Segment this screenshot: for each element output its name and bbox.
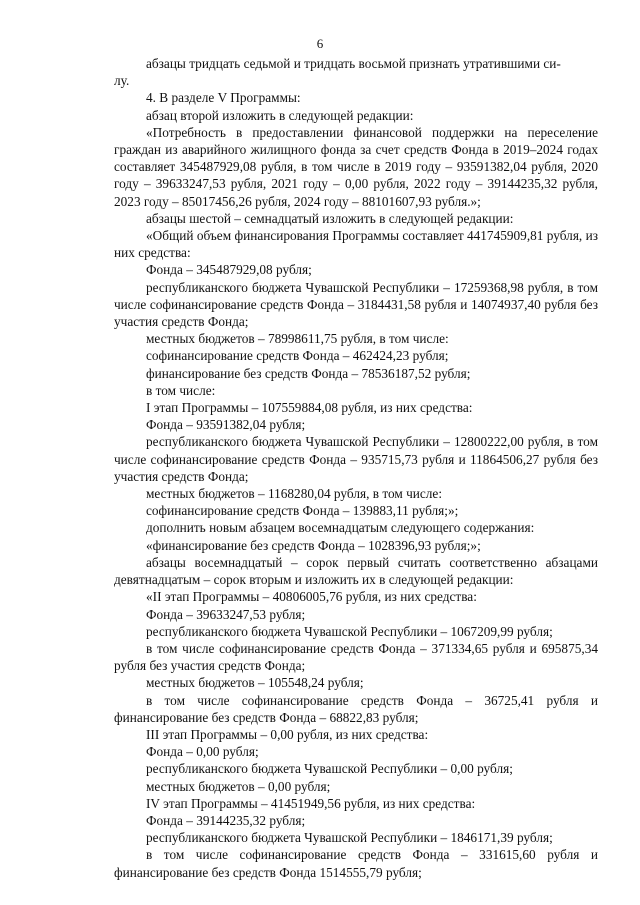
paragraph: дополнить новым абзацем восемнадцатым следующего содержания: — [146, 520, 535, 536]
paragraph: «финансирование без средств Фонда – 1028396,93 рубля;»; — [146, 537, 481, 553]
paragraph: софинансирование средств Фонда – 139883,11 рубля;»; — [146, 503, 459, 519]
document-body — [114, 55, 598, 881]
paragraph: Фонда – 0,00 рубля; — [146, 744, 259, 760]
paragraph: абзацы тридцать седьмой и тридцать восьмой признать утратившими си- — [146, 56, 561, 71]
paragraph: III этап Программы – 0,00 рубля, из них средства: — [146, 726, 429, 742]
paragraph: республиканского бюджета Чувашской Республики – 12800222,00 рубля, в том числе софинансирование средств Фонда – 935715,73 рубля и 11864506,27 рубля без участия средств Фонда; — [114, 434, 598, 484]
paragraph: республиканского бюджета Чувашской Республики – 1067209,99 рубля; — [146, 623, 553, 639]
paragraph: местных бюджетов – 0,00 рубля; — [146, 778, 331, 794]
paragraph: лу. — [114, 73, 130, 89]
paragraph: Фонда – 345487929,08 рубля; — [146, 262, 312, 278]
paragraph: 4. В разделе V Программы: — [146, 90, 301, 106]
paragraph: абзац второй изложить в следующей редакции: — [146, 107, 414, 123]
paragraph: местных бюджетов – 1168280,04 рубля, в том числе: — [146, 486, 443, 502]
paragraph: в том числе: — [146, 382, 216, 398]
paragraph: финансирование без средств Фонда – 78536187,52 рубля; — [146, 365, 471, 381]
paragraph: республиканского бюджета Чувашской Республики – 1846171,39 рубля; — [146, 830, 553, 846]
paragraph: софинансирование средств Фонда – 462424,23 рубля; — [146, 348, 449, 364]
paragraph: абзацы шестой – семнадцатый изложить в следующей редакции: — [146, 210, 514, 226]
paragraph: местных бюджетов – 105548,24 рубля; — [146, 675, 364, 691]
paragraph: в том числе софинансирование средств Фонда – 331615,60 рубля и финансирование без средств Фонда 1514555,79 рубля; — [114, 847, 598, 880]
paragraph: Фонда – 39144235,32 рубля; — [146, 812, 306, 828]
paragraph: IV этап Программы – 41451949,56 рубля, из них средства: — [146, 795, 476, 811]
paragraph: местных бюджетов – 78998611,75 рубля, в том числе: — [146, 331, 449, 347]
page-number: 6 — [316, 36, 324, 51]
paragraph: «Общий объем финансирования Программы составляет 441745909,81 рубля, из них средства: — [114, 228, 598, 261]
paragraph: «II этап Программы – 40806005,76 рубля, из них средства: — [146, 589, 477, 605]
paragraph: республиканского бюджета Чувашской Республики – 17259368,98 рубля, в том числе софинансирование средств Фонда – 3184431,58 рубля и 14074937,40 рубля без участия средств Фонда; — [114, 279, 598, 330]
paragraph: Фонда – 39633247,53 рубля; — [146, 606, 306, 622]
paragraph: «Потребность в предоставлении финансовой поддержки на переселение граждан из аварийного жилищного фонда за счет средств Фонда в 2019–2024 годах составляет 345487929,08 рубля, в том числе в 2019 году – 93591382,04 рубля, 2020 году – 39633247,53 рубля, 2021 году – 0,00 рубля, 2022 году – 39144235,32 рубля, 2023 году – 85017456,26 рубля, 2024 году – 88101607,93 рубля.»; — [114, 124, 598, 209]
paragraph: в том числе софинансирование средств Фонда – 36725,41 рубля и финансирование без средств Фонда – 68822,83 рубля; — [114, 692, 598, 725]
paragraph: абзацы восемнадцатый – сорок первый считать соответственно абзацами девятнадцатым – сорок вторым и изложить их в следующей редакции: — [114, 554, 598, 588]
paragraph: I этап Программы – 107559884,08 рубля, из них средства: — [146, 400, 473, 416]
paragraph: республиканского бюджета Чувашской Республики – 0,00 рубля; — [146, 761, 513, 777]
paragraph: Фонда – 93591382,04 рубля; — [146, 417, 306, 433]
paragraph: в том числе софинансирование средств Фонда – 371334,65 рубля и 695875,34 рубля без участия средств Фонда; — [114, 640, 598, 674]
